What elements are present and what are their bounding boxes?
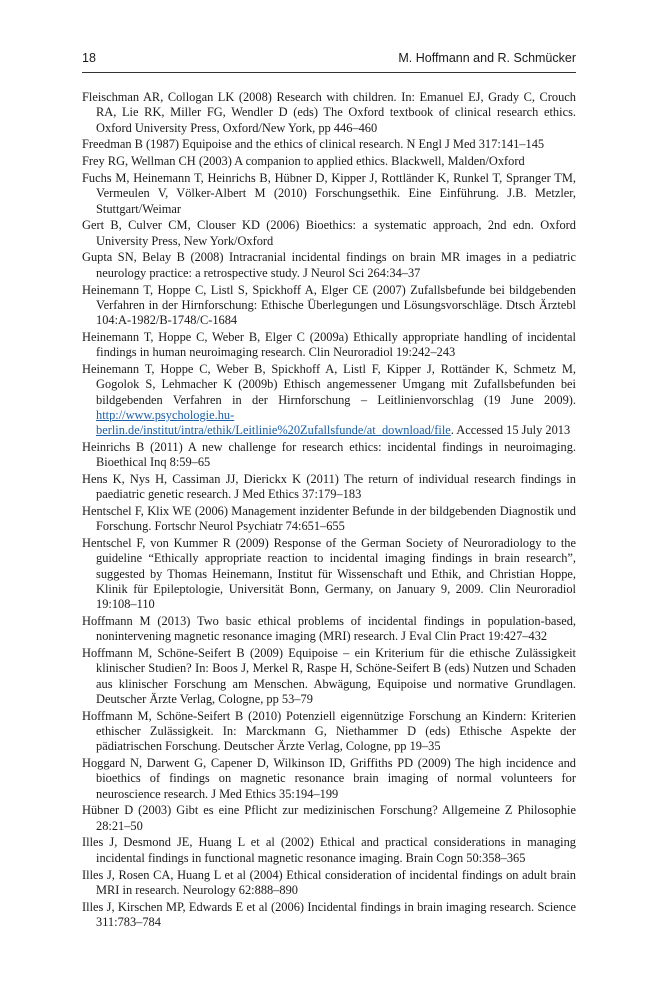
reference-text: Illes J, Kirschen MP, Edwards E et al (2006) Incidental findings in brain imaging research. Science 311:783–784 (82, 899, 576, 929)
reference-text: Heinemann T, Hoppe C, Weber B, Spickhoff A, Listl F, Kipper J, Rottänder K, Schmetz M, Gogolok S, Lehmacher K (2009b) Ethisch angemessener Umgang mit Zufallsbefunden bei bildgebenden Verfahren in der Hirnforschung – Leitlinienvorschlag (19 June 2009). (82, 362, 576, 407)
reference-accessed-date: . Accessed 15 July 2013 (450, 423, 571, 437)
reference-text: Freedman B (1987) Equipoise and the ethics of clinical research. N Engl J Med 317:141–145 (82, 137, 545, 152)
reference-list (82, 90, 576, 932)
reference-item (82, 283, 576, 329)
reference-text: Hoffmann M (2013) Two basic ethical problems of incidental findings in population-based, nonintervening magnetic resonance imaging (MRI) research. J Eval Clin Pract 19:427–432 (82, 613, 576, 644)
reference-item (82, 868, 576, 899)
reference-text: Hoggard N, Darwent G, Capener D, Wilkinson ID, Griffiths PD (2009) The high incidence and bioethics of findings on magnetic resonance brain imaging of normal volunteers for neuroscience research. J Med Ethics 35:194–199 (82, 756, 576, 801)
reference-item (82, 803, 576, 834)
reference-text: Hoffmann M, Schöne-Seifert B (2009) Equipoise – ein Kriterium für die ethische Zulässigkeit klinischer Studien? In: Boos J, Merkel R, Raspe H, Schöne-Seifert B (eds) Nutzen und Schaden aus klinischer Forschung am Menschen. Abwägung, Equipoise und normative Grundlagen. Deutscher Ärzte Verlag, Cologne, pp 53–79 (82, 646, 576, 706)
running-head-authors: M. Hoffmann and R. Schmücker (398, 51, 576, 65)
reference-item (82, 218, 576, 249)
reference-text: Illes J, Desmond JE, Huang L et al (2002) Ethical and practical considerations in managing incidental findings in functional magnetic resonance imaging. Brain Cogn 50:358–365 (82, 835, 576, 865)
reference-item (82, 614, 576, 645)
reference-text: Hentschel F, Klix WE (2006) Management inzidenter Befunde in der bildgebenden Diagnostik und Forschung. Fortschr Neurol Psychiatr 74:651–655 (82, 504, 576, 534)
reference-text: Hens K, Nys H, Cassiman JJ, Dierickx K (2011) The return of individual research findings in paediatric genetic research. J Med Ethics 37:179–183 (82, 471, 576, 502)
reference-item (82, 330, 576, 361)
reference-text: Heinemann T, Hoppe C, Listl S, Spickhoff A, Elger CE (2007) Zufallsbefunde bei bildgebenden Verfahren in der Hirnforschung: Ethische Überlegungen und Lösungsvorschläge. Dtsch Ärztebl 104:A-1982/B-1748/C-1684 (82, 282, 576, 328)
reference-item (82, 440, 576, 471)
reference-item (82, 756, 576, 802)
reference-item (82, 137, 576, 152)
reference-text: Fuchs M, Heinemann T, Heinrichs B, Hübner D, Kipper J, Rottländer K, Runkel T, Spranger TM, Vermeulen V, Völker-Albert M (2010) Forschungsethik. Eine Einführung. J.B. Metzler, Stuttgart/Weimar (82, 171, 576, 216)
reference-text: Frey RG, Wellman CH (2003) A companion to applied ethics. Blackwell, Malden/Oxford (82, 154, 525, 169)
reference-text: Hoffmann M, Schöne-Seifert B (2010) Potenziell eigennützige Forschung an Kindern: Kriterien ethischer Zulässigkeit. In: Marckmann G, Niethammer D (eds) Ethische Aspekte der pädiatrischen Forschung. Deutscher Ärzte Verlag, Cologne, pp 19–35 (82, 708, 576, 754)
running-header (82, 48, 576, 73)
reference-text: Fleischman AR, Collogan LK (2008) Research with children. In: Emanuel EJ, Grady C, Crouch RA, Lie RK, Miller FG, Wendler D (eds) The Oxford textbook of clinical research ethics. Oxford University Press, Oxford/New York, pp 446–460 (82, 90, 576, 135)
page-number: 18 (82, 51, 96, 65)
reference-item (82, 362, 576, 438)
reference-item (82, 171, 576, 217)
reference-item (82, 250, 576, 281)
reference-item (82, 472, 576, 503)
reference-text: Gert B, Culver CM, Clouser KD (2006) Bioethics: a systematic approach, 2nd edn. Oxford University Press, New York/Oxford (82, 218, 576, 248)
reference-item (82, 709, 576, 755)
reference-item (82, 504, 576, 535)
reference-item (82, 90, 576, 136)
reference-text: Heinrichs B (2011) A new challenge for research ethics: incidental findings in neuroimaging. Bioethical Inq 8:59–65 (82, 439, 576, 470)
reference-item (82, 154, 576, 169)
reference-text: Hübner D (2003) Gibt es eine Pflicht zur medizinischen Forschung? Allgemeine Z Philosophie 28:21–50 (82, 803, 576, 833)
reference-text: Heinemann T, Hoppe C, Weber B, Elger C (2009a) Ethically appropriate handling of incidental findings in human neuroimaging research. Clin Neuroradiol 19:242–243 (82, 329, 576, 360)
reference-text: Hentschel F, von Kummer R (2009) Response of the German Society of Neuroradiology to the guideline “Ethically appropriate reaction to incidental imaging findings in brain research”, suggested by Thomas Heinemann, Institut für Wissenschaft und Ethik, and Christian Hoppe, Klinik für Epileptologie, Universität Bonn, Germany, on January 9, 2009. Clin Neuroradiol 19:108–110 (82, 536, 576, 612)
reference-text: Gupta SN, Belay B (2008) Intracranial incidental findings on brain MR images in a pediatric neurology practice: a retrospective study. J Neurol Sci 264:34–37 (82, 250, 576, 280)
reference-url-link[interactable]: http://www.psychologie.hu-berlin.de/institut/intra/ethik/Leitlinie%20Zufallsfunde/at_download/file (96, 407, 451, 437)
reference-text: Illes J, Rosen CA, Huang L et al (2004) Ethical consideration of incidental findings on adult brain MRI in research. Neurology 62:888–890 (82, 867, 576, 897)
reference-item (82, 536, 576, 612)
reference-item (82, 900, 576, 931)
reference-item (82, 835, 576, 866)
reference-item (82, 646, 576, 707)
